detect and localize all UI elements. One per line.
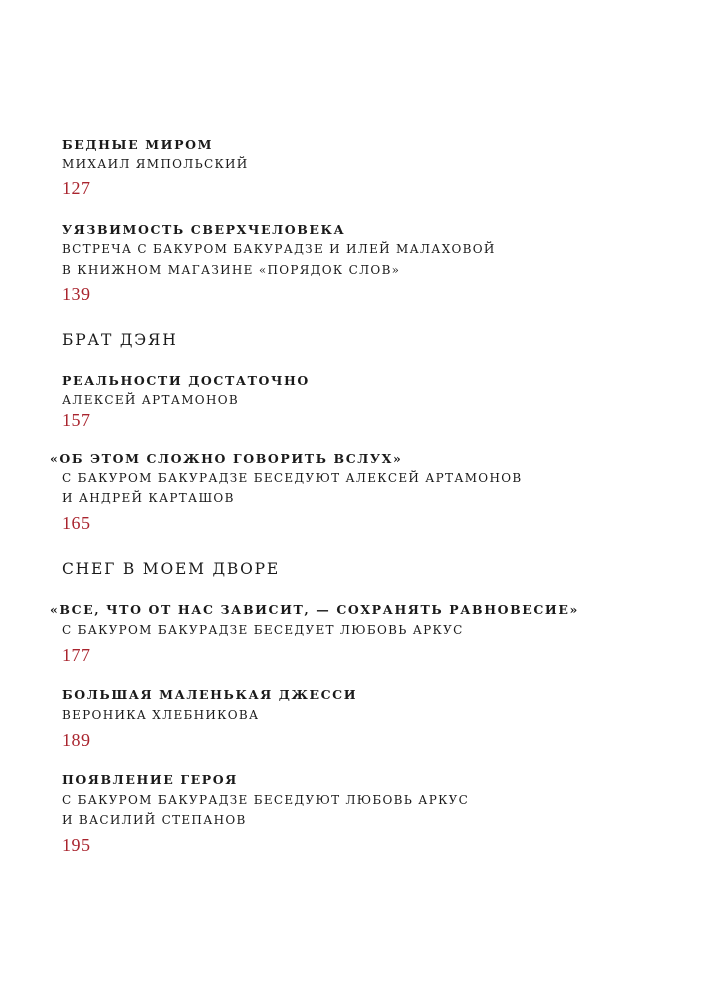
entry-title: РЕАЛЬНОСТИ ДОСТАТОЧНО [62, 373, 310, 388]
entry-title: БОЛЬШАЯ МАЛЕНЬКАЯ ДЖЕССИ [62, 687, 358, 702]
page-number: 165 [62, 513, 91, 533]
section-heading: СНЕГ В МОЕМ ДВОРЕ [62, 560, 280, 578]
entry-author: С БАКУРОМ БАКУРАДЗЕ БЕСЕДУЮТ ЛЮБОВЬ АРКУС [62, 793, 470, 807]
entry-title: БЕДНЫЕ МИРОМ [62, 137, 214, 152]
entry-author: С БАКУРОМ БАКУРАДЗЕ БЕСЕДУЮТ АЛЕКСЕЙ АРТАМОНОВ [62, 471, 523, 485]
section-heading: БРАТ ДЭЯН [62, 331, 178, 349]
entry-author: И АНДРЕЙ КАРТАШОВ [62, 491, 235, 505]
page-number: 157 [62, 410, 91, 430]
page-number: 127 [62, 178, 91, 198]
entry-author: С БАКУРОМ БАКУРАДЗЕ БЕСЕДУЕТ ЛЮБОВЬ АРКУС [62, 623, 464, 637]
entry-author: И ВАСИЛИЙ СТЕПАНОВ [62, 813, 247, 827]
page-number: 139 [62, 284, 91, 304]
entry-author: ВСТРЕЧА С БАКУРОМ БАКУРАДЗЕ И ИЛЕЙ МАЛАХОВОЙ [62, 242, 496, 256]
entry-title: «ВСЕ, ЧТО ОТ НАС ЗАВИСИТ, — СОХРАНЯТЬ РАВНОВЕСИЕ» [50, 602, 579, 617]
entry-author: ВЕРОНИКА ХЛЕБНИКОВА [62, 708, 260, 722]
page-number: 189 [62, 730, 91, 750]
page-number: 195 [62, 835, 91, 855]
entry-author: МИХАИЛ ЯМПОЛЬСКИЙ [62, 157, 249, 171]
entry-title: ПОЯВЛЕНИЕ ГЕРОЯ [62, 772, 238, 787]
page-number: 177 [62, 645, 91, 665]
entry-author: АЛЕКСЕЙ АРТАМОНОВ [62, 393, 239, 407]
entry-title: «ОБ ЭТОМ СЛОЖНО ГОВОРИТЬ ВСЛУХ» [50, 451, 403, 466]
entry-author: В КНИЖНОМ МАГАЗИНЕ «ПОРЯДОК СЛОВ» [62, 263, 401, 277]
entry-title: УЯЗВИМОСТЬ СВЕРХЧЕЛОВЕКА [62, 222, 346, 237]
